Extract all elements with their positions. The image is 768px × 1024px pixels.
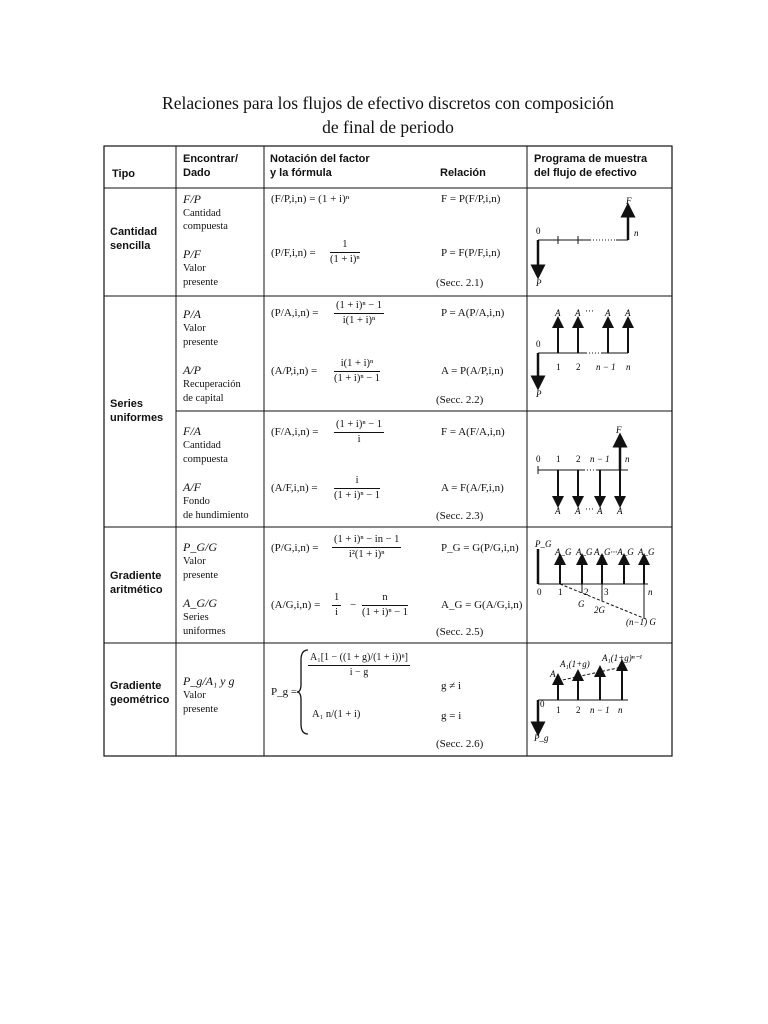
label-n-1: n − 1 <box>596 362 616 372</box>
label-n-1: n − 1 <box>590 454 610 464</box>
label-A: A <box>625 308 631 318</box>
formula-ap-frac <box>334 358 380 385</box>
label-n: n <box>648 587 653 597</box>
frac-num: A₁[1 − ((1 + g)/(1 + i))ⁿ] <box>308 652 410 666</box>
label-0: 0 <box>536 339 541 349</box>
frac-den: i − g <box>349 667 369 678</box>
code-pa: P/A <box>183 307 201 321</box>
header-relacion: Relación <box>440 167 486 179</box>
desc-pg-1: Valor <box>183 556 206 567</box>
label-2: 2 <box>584 587 589 597</box>
label-F: F <box>616 425 622 435</box>
label-A: A <box>597 506 603 516</box>
header-encontrar: Encontrar/ <box>183 153 239 165</box>
formula-fp: (F/P,i,n) = (1 + i)ⁿ <box>271 193 350 205</box>
frac-num: (1 + i)ⁿ − in − 1 <box>332 534 401 548</box>
desc-ap-1: Recuperación <box>183 379 241 390</box>
formula-fa-lhs: (F/A,i,n) = <box>271 426 319 438</box>
code-ap: A/P <box>183 363 201 377</box>
code-pf: P/F <box>183 247 201 261</box>
formula-ag-frac2 <box>362 592 408 619</box>
label-A: A <box>605 308 611 318</box>
desc-fp-2: compuesta <box>183 221 228 232</box>
frac-den: (1 + i)ⁿ − 1 <box>334 490 381 501</box>
header-flujo: del flujo de efectivo <box>534 167 637 179</box>
diagram-uniform-future <box>528 414 672 526</box>
frac-num: i <box>334 475 380 489</box>
label-0: 0 <box>536 454 541 464</box>
code-ag: A_G/G <box>183 596 217 610</box>
label-G: G <box>578 599 585 609</box>
section-ref: (Secc. 2.2) <box>436 394 484 406</box>
header-tipo: Tipo <box>112 168 136 180</box>
formula-pa-frac <box>334 300 384 327</box>
desc-fp-1: Cantidad <box>183 208 221 219</box>
header-notacion: Notación del factor <box>270 153 370 165</box>
label-0: 0 <box>540 699 545 709</box>
label-n1G: (n−1) G <box>626 617 656 627</box>
formula-geo-lhs: P_g = <box>271 686 298 698</box>
page-title-line2: de final de periodo <box>322 117 454 137</box>
section-ref: (Secc. 2.3) <box>436 510 484 522</box>
label-dots: ··· <box>585 504 594 514</box>
rel-ag: A_G = G(A/G,i,n) <box>441 599 523 611</box>
rel-ap: A = P(A/P,i,n) <box>441 365 504 377</box>
label-P: P <box>536 278 542 288</box>
cond-geo-1: g ≠ i <box>441 680 462 692</box>
rel-fp: F = P(F/P,i,n) <box>441 193 501 205</box>
label-Pg: P_g <box>534 733 549 743</box>
tipo-geometrico-l1: Gradiente <box>110 680 162 692</box>
label-1: 1 <box>556 454 561 464</box>
formula-af-lhs: (A/F,i,n) = <box>271 482 318 494</box>
code-fp: F/P <box>183 192 201 206</box>
frac-num: 1 <box>332 592 341 606</box>
label-A: A <box>575 308 581 318</box>
label-2: 2 <box>576 705 581 715</box>
tipo-aritmetico-l2: aritmético <box>110 584 163 596</box>
formula-fa-frac <box>334 419 384 446</box>
label-PG: P_G <box>535 539 552 549</box>
label-A1: A₁ <box>550 669 559 679</box>
desc-geo-2: presente <box>183 704 218 715</box>
desc-ag-2: uniformes <box>183 626 226 637</box>
formula-ag-minus: − <box>350 599 357 611</box>
label-2: 2 <box>576 362 581 372</box>
frac-den: (1 + i)ⁿ − 1 <box>334 373 381 384</box>
rel-pa: P = A(P/A,i,n) <box>441 307 505 319</box>
frac-num: 1 <box>330 239 360 253</box>
formula-ag-frac1 <box>332 592 341 619</box>
frac-den: i <box>335 607 339 618</box>
label-n-1: n − 1 <box>590 705 610 715</box>
cond-geo-2: g = i <box>441 710 462 722</box>
section-ref: (Secc. 2.6) <box>436 738 484 750</box>
tipo-series-l2: uniformes <box>110 412 164 424</box>
tipo-cantidad-l2: sencilla <box>110 240 151 252</box>
desc-fa-2: compuesta <box>183 454 228 465</box>
desc-pg-2: presente <box>183 570 218 581</box>
desc-pa-2: presente <box>183 337 218 348</box>
formula-pf-lhs: (P/F,i,n) = <box>271 247 316 259</box>
diagram-arithmetic-gradient <box>528 529 672 641</box>
code-af: A/F <box>183 480 201 494</box>
desc-pf-2: presente <box>183 277 218 288</box>
diagram-geometric-gradient <box>528 645 672 755</box>
section-ref: (Secc. 2.5) <box>436 626 484 638</box>
label-AG: A_G <box>638 547 655 557</box>
formula-pg-lhs: (P/G,i,n) = <box>271 542 319 554</box>
label-F: F <box>626 196 632 206</box>
rel-fa: F = A(F/A,i,n) <box>441 426 505 438</box>
label-1: 1 <box>558 587 563 597</box>
tipo-aritmetico-l1: Gradiente <box>110 570 162 582</box>
code-fa: F/A <box>183 424 201 438</box>
label-P: P <box>536 389 542 399</box>
label-0: 0 <box>537 587 542 597</box>
desc-af-2: de hundimiento <box>183 510 249 521</box>
label-dots: ··· <box>585 306 594 316</box>
frac-num: i(1 + i)ⁿ <box>334 358 380 372</box>
label-n: n <box>626 362 631 372</box>
label-A: A <box>555 506 561 516</box>
frac-num: (1 + i)ⁿ − 1 <box>334 300 384 314</box>
formula-geo-case2: A₁ n/(1 + i) <box>312 709 361 720</box>
label-1: 1 <box>556 705 561 715</box>
rel-af: A = F(A/F,i,n) <box>441 482 504 494</box>
label-2G: 2G <box>594 605 605 615</box>
desc-af-1: Fondo <box>183 496 210 507</box>
tipo-cantidad-l1: Cantidad <box>110 226 158 238</box>
desc-ag-1: Series <box>183 612 209 623</box>
header-formula: y la fórmula <box>270 167 332 179</box>
frac-den: (1 + i)ⁿ <box>330 254 360 265</box>
section-ref: (Secc. 2.1) <box>436 277 484 289</box>
frac-den: i <box>357 434 361 445</box>
formula-pa-lhs: (P/A,i,n) = <box>271 307 319 319</box>
frac-den: i²(1 + i)ⁿ <box>348 549 385 560</box>
desc-pa-1: Valor <box>183 323 206 334</box>
formula-ap-lhs: (A/P,i,n) = <box>271 365 318 377</box>
tipo-series-l1: Series <box>110 398 144 410</box>
label-A: A <box>575 506 581 516</box>
frac-den: (1 + i)ⁿ − 1 <box>362 607 409 618</box>
page-title-line1: Relaciones para los flujos de efectivo discretos con composición <box>162 93 614 113</box>
frac-den: i(1 + i)ⁿ <box>342 315 376 326</box>
formula-af-frac <box>334 475 380 502</box>
formula-pg-frac <box>332 534 401 561</box>
label-n: n <box>634 228 639 238</box>
rel-pf: P = F(P/F,i,n) <box>441 247 501 259</box>
label-2: 2 <box>576 454 581 464</box>
label-n: n <box>618 705 623 715</box>
label-n: n <box>625 454 630 464</box>
formula-ag-lhs: (A/G,i,n) = <box>271 599 321 611</box>
rel-pg: P_G = G(P/G,i,n) <box>441 542 519 554</box>
label-A: A <box>555 308 561 318</box>
label-AG: A_G <box>555 547 572 557</box>
label-0: 0 <box>536 226 541 236</box>
frac-num: n <box>362 592 408 606</box>
label-AG-dots: A_G···A_G <box>594 547 634 557</box>
label-3: 3 <box>604 587 609 597</box>
desc-pf-1: Valor <box>183 263 206 274</box>
label-A1g: A₁(1+g) <box>560 659 590 669</box>
diagram-single-payment <box>528 190 672 295</box>
label-A: A <box>617 506 623 516</box>
header-dado: Dado <box>183 167 211 179</box>
diagram-uniform-present <box>528 298 672 410</box>
desc-ap-2: de capital <box>183 393 224 404</box>
frac-num: (1 + i)ⁿ − 1 <box>334 419 384 433</box>
tipo-geometrico-l2: geométrico <box>110 694 170 706</box>
code-pg-geo: P_g/A₁ y g <box>183 674 235 688</box>
formula-pf-frac <box>330 239 360 266</box>
desc-geo-1: Valor <box>183 690 206 701</box>
code-pg: P_G/G <box>183 540 217 554</box>
label-1: 1 <box>556 362 561 372</box>
header-programa: Programa de muestra <box>534 153 648 165</box>
label-A1gn: A₁(1+g)ⁿ⁻¹ <box>602 653 642 663</box>
desc-fa-1: Cantidad <box>183 440 221 451</box>
label-AG: A_G <box>576 547 593 557</box>
formula-geo-case1 <box>308 652 410 679</box>
